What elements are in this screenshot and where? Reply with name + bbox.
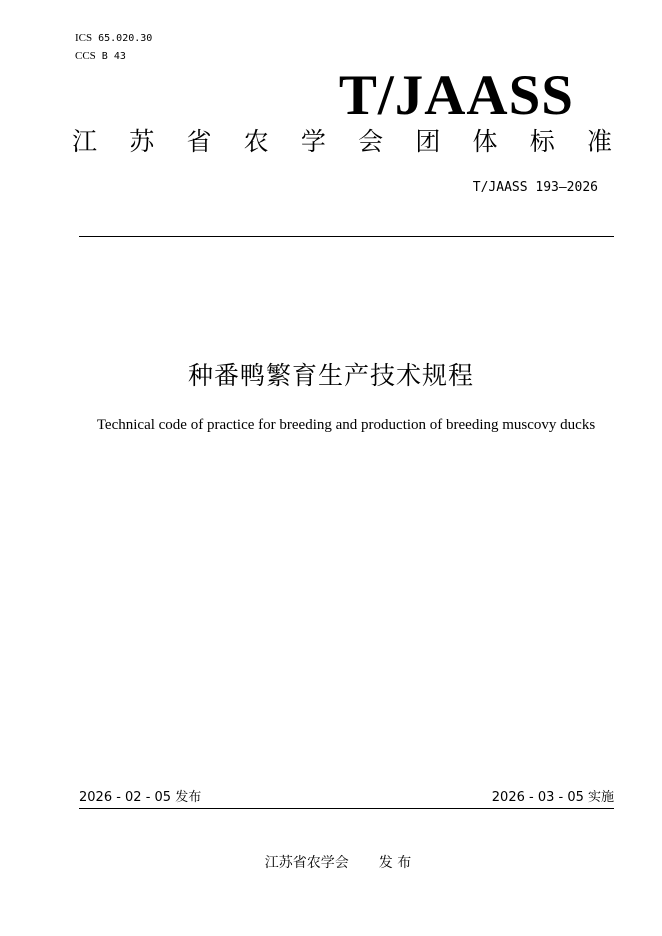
document-title-chinese: 种番鸭繁育生产技术规程 [187,361,474,390]
ics-classification [75,32,152,45]
issue-date: 2026 - 02 - 05 发布 [79,790,202,805]
ics-code: 65.020.30 [98,33,153,44]
publish-action: 发 布 [378,855,412,871]
org-title-char: 江 [72,127,98,156]
document-title-english: Technical code of practice for breeding and production of breeding muscovy ducks [96,417,596,433]
implementation-date: 2026 - 03 - 05 实施 [491,790,614,805]
standard-brand-logo: T/JAASS [338,64,574,127]
footer-divider [79,808,614,809]
publisher-name: 江苏省农学会 [264,855,349,871]
organization-standard-title [72,126,612,158]
org-title-char: 准 [586,127,612,156]
org-title-char: 会 [358,127,384,156]
ccs-classification [75,50,126,63]
org-title-char: 省 [186,127,212,156]
publisher-line [0,854,662,872]
org-title-char: 学 [300,127,326,156]
org-title-char: 苏 [129,127,155,156]
org-title-char: 团 [415,127,441,156]
standard-number: T/JAASS 193—2026 [472,180,598,195]
ics-label: ICS [75,32,93,44]
org-title-char: 农 [243,127,269,156]
ccs-code: B 43 [101,51,126,62]
org-title-char: 体 [472,127,498,156]
ccs-label: CCS [75,50,96,62]
org-title-char: 标 [529,127,555,156]
header-divider [79,236,614,237]
